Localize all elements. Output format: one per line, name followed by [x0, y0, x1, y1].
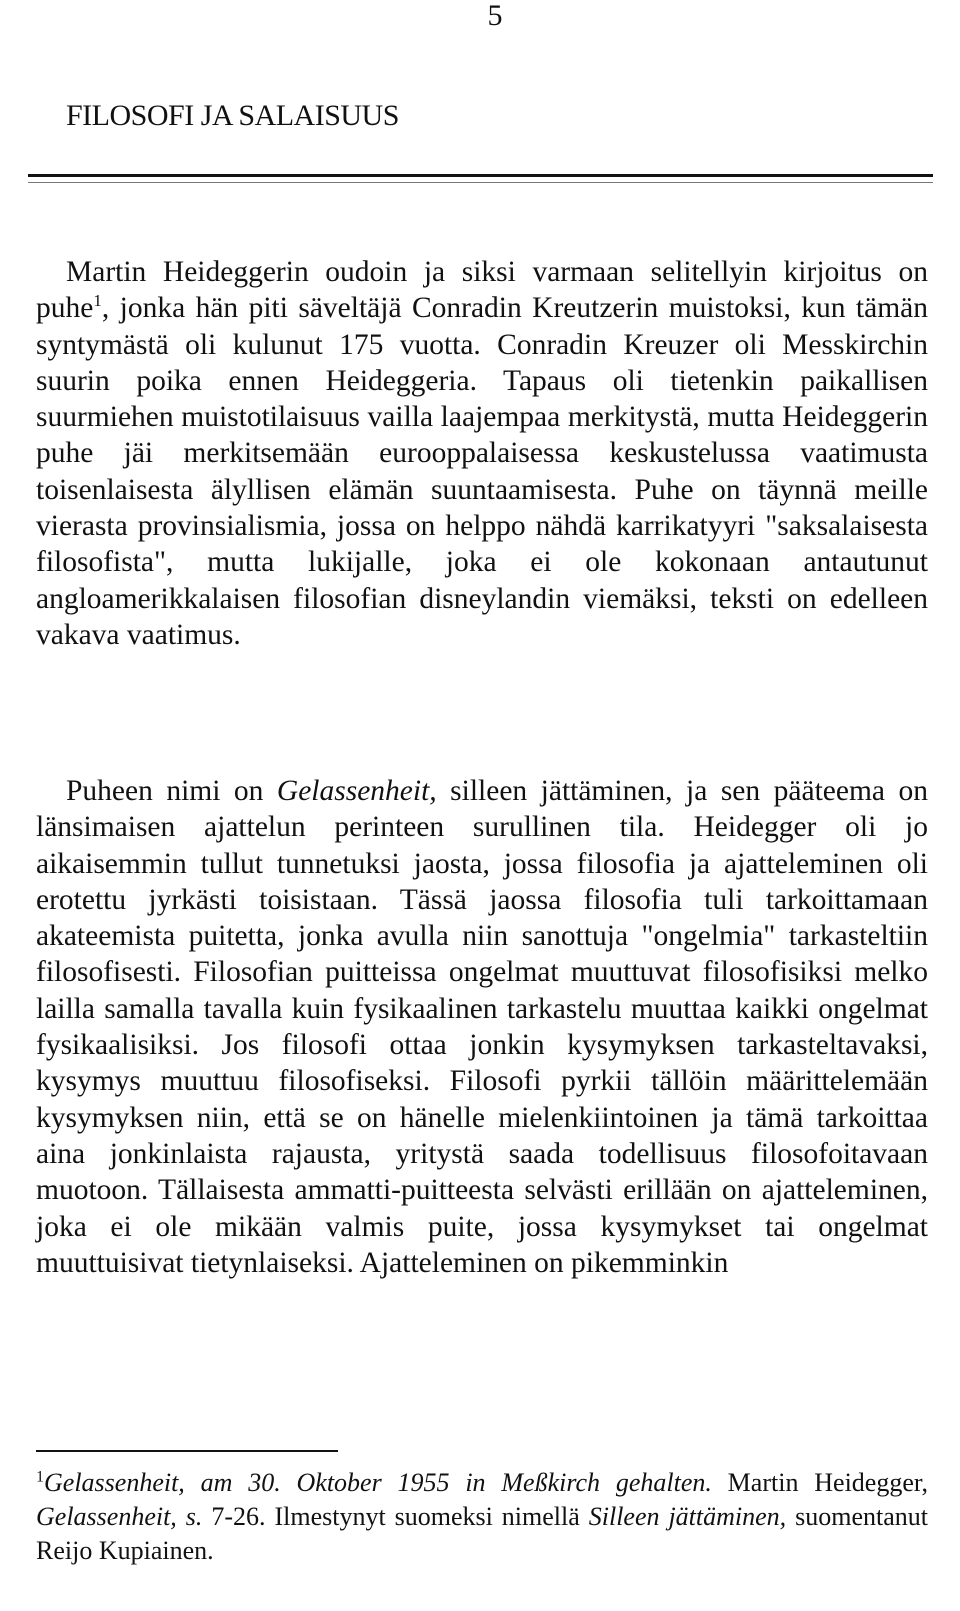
paragraph-1-text-a: Martin Heideggerin oudoin ja siksi varmaan selitellyin kirjoitus on puhe: [36, 256, 928, 325]
footnote-italic-1: Gelassenheit, am 30. Oktober 1955 in Meßkirch gehalten.: [44, 1468, 712, 1497]
footnote-rule: [36, 1450, 338, 1452]
paragraph-2-text-b: silleen jättäminen, ja sen pääteema on länsimaisen ajattelun perinteen surullinen tila. Heidegger oli jo aikaisemmin tullut tunnetuksi jaosta, jossa filosofia ja ajatteleminen oli erotettu jyrkästi toisistaan. Tässä jaossa filosofia tuli tarkoittamaan akateemista puitetta, jonka avulla niin sanottuja "ongelmia" tarkasteltiin filosofisesti. Filosofian puitteissa ongelmat muuttuvat filosofisiksi melko lailla samalla tavalla kuin fysikaalinen tarkastelu muuttaa kaikki ongelmat fysikaalisiksi. Jos filosofi ottaa jonkin kysymyksen tarkasteltavaksi, kysymys muuttuu filosofiseksi. Filosofi pyrkii tällöin määrittelemään kysymyksen niin, että se on hänelle mielenkiintoinen ja tämä tarkoittaa aina jonkinlaista rajausta, yritystä saada todellisuus filosofoitavaan muotoon. Tällaisesta ammatti-puitteesta selvästi erillään on ajatteleminen, joka ei ole mikään valmis puite, jossa kysymykset tai ongelmat muuttuisivat tietynlaiseksi. Ajatteleminen on pikemminkin: [36, 775, 928, 1279]
footnote: [36, 1466, 928, 1568]
paragraph-1: [36, 254, 928, 653]
footnote-italic-3: Silleen jättäminen,: [588, 1502, 787, 1531]
page-number: 5: [487, 0, 503, 32]
footnote-reference: 1: [93, 291, 102, 311]
footnote-text-2: 7-26. Ilmestynyt suomeksi nimellä: [202, 1502, 589, 1531]
chapter-title: FILOSOFI JA SALAISUUS: [66, 99, 399, 132]
footnote-marker: 1: [36, 1468, 44, 1486]
paragraph-2-text-a: Puheen nimi on: [66, 775, 277, 807]
speech-title: Gelassenheit,: [276, 775, 437, 807]
paragraph-2: [36, 773, 928, 1281]
footnote-italic-2: Gelassenheit, s.: [36, 1502, 203, 1531]
title-rule: [28, 174, 933, 177]
paragraph-1-text-b: , jonka hän piti säveltäjä Conradin Kreutzerin muistoksi, kun tämän syntymästä oli kulunut 175 vuotta. Conradin Kreuzer oli Messkirchin suurin poika ennen Heideggeria. Tapaus oli tietenkin paikallisen suurmiehen muistotilaisuus vailla laajempaa merkitystä, mutta Heideggerin puhe jäi merkitsemään eurooppalaisessa keskustelussa vaatimusta toisenlaisesta älyllisen elämän suuntaamisesta. Puhe on täynnä meille vierasta provinsialismia, jossa on helppo nähdä karrikatyyri "saksalaisesta filosofista", mutta lukijalle, joka ei ole kokonaan antautunut angloamerikkalaisen filosofian disneylandin viemäksi, teksti on edelleen vakava vaatimus.: [36, 292, 928, 651]
title-rule-thin: [28, 182, 933, 183]
footnote-text-1: Martin Heidegger,: [711, 1468, 928, 1497]
footnote-text-3: suomentanut Reijo Kupiainen.: [36, 1502, 928, 1565]
